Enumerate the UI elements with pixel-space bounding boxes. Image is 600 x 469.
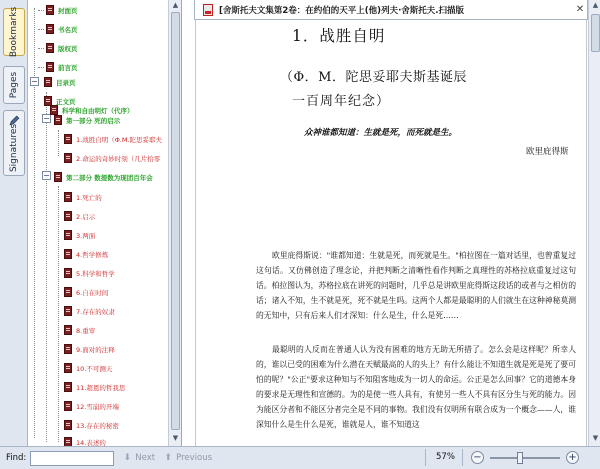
bookmark-item[interactable] [38,38,78,58]
bookmark-label: 2.启示 [76,212,96,221]
bookmark-item[interactable] [38,0,78,20]
bookmark-item[interactable] [64,225,95,245]
zoom-in-button[interactable]: + [566,451,579,464]
zoom-level[interactable]: 57% [436,452,455,462]
bookmark-label: 正文页 [56,97,76,106]
bookmark-item[interactable] [64,244,108,264]
bookmark-label: 第一部分 死的启示 [66,116,121,125]
bookmark-icon [46,43,54,53]
bookmark-icon [64,192,72,202]
bookmark-label: 2.命运的奇妙时刻（几片拾零 [76,154,161,163]
bookmark-item[interactable] [64,320,95,340]
bookmark-item[interactable] [64,358,112,378]
body-paragraph: 欧里庇得斯说："谁都知道：生就是死，而死就是生。"柏拉图在一篇对话里，也曾重复过这句话。又仿佛创造了理念论，并把判断之清晰性看作判断之真理性的苏格拉底重复过这句话。柏拉图认为，苏格拉底在讲死的问题时，几乎总是讲欧里庇得斯这段话的或者与之相仿的话；诸入不知，生不就是死，死不就是生吗。这两个人都是最聪明的人们就生在这种神秘莫测的无知中，只有后来人们才深知：什么是生，什么是死…… [256,251,576,320]
collapse-toggle[interactable]: − [31,77,38,86]
bookmark-item[interactable] [64,301,115,321]
document-scrollbar[interactable] [588,0,600,446]
zoom-out-button[interactable]: − [471,451,484,464]
tab-signatures[interactable] [3,110,25,176]
bookmark-label: 1.死亡的 [76,193,102,202]
bookmark-label: 11.超恩的哲我思 [76,383,126,392]
bookmark-label: 1.战胜自明（Φ.M.陀思妥耶夫 [76,135,163,144]
bookmark-label: 9.面对的注释 [76,345,115,354]
find-label: Find: [6,453,27,463]
epigraph: 众神谁都知道：生就是死，而死就是生。 [304,128,458,138]
bookmark-label: 13.存在的秘密 [76,421,119,430]
bookmark-label: 封面页 [58,6,78,15]
collapse-toggle[interactable]: − [43,171,50,180]
bookmark-item[interactable] [64,263,115,283]
bookmark-item[interactable] [64,396,119,416]
scrollbar-thumb[interactable] [591,14,600,52]
bookmark-label: 7.存在的奴隶 [76,307,115,316]
bookmark-item[interactable] [64,129,162,149]
find-next-button[interactable] [122,453,155,463]
bookmark-label: 前言页 [58,63,78,72]
bookmark-icon [46,5,54,15]
bookmark-item[interactable] [38,19,78,39]
bookmark-icon [64,306,72,316]
chapter-subtitle: （Φ．M．陀思妥耶夫斯基诞辰 [280,70,467,85]
bookmark-icon [46,24,54,34]
document-area [181,0,600,446]
bookmark-icon [64,268,72,278]
bookmark-label: 版权页 [58,44,78,53]
bookmark-label: 科学和自由明灯（代序） [62,106,134,115]
find-next-label: Next [135,453,156,463]
tab-bookmarks[interactable] [3,8,25,56]
bookmark-icon [44,77,52,87]
bookmark-icon [64,325,72,335]
find-previous-button[interactable] [163,453,212,463]
bookmark-label: 10.不可测天 [76,364,113,373]
tree-line [58,130,59,156]
bookmark-item[interactable] [64,187,102,207]
bookmark-icon [54,115,62,125]
tab-pages[interactable] [3,66,25,104]
bookmarks-scrollbar[interactable] [168,0,181,446]
bookmark-icon [64,344,72,354]
bookmark-label: 6.自在时间 [76,288,109,297]
bookmark-item[interactable] [54,167,153,187]
chapter-title: 1．战胜自明 [292,27,386,45]
bookmark-item[interactable] [64,377,125,397]
bookmark-icon [64,420,72,430]
bookmark-label: 12.雪崩的开端 [76,402,119,411]
arrow-up-icon: ⬆ [164,453,172,463]
bookmark-item[interactable] [64,148,160,168]
collapse-toggle[interactable]: − [43,114,50,123]
bookmark-icon [64,211,72,221]
find-toolbar [0,446,600,469]
arrow-down-icon: ⬇ [123,453,132,463]
bookmark-label: 8.重审 [76,326,96,335]
find-input[interactable] [30,451,114,466]
bookmark-icon [64,153,72,163]
bookmark-item[interactable] [64,339,115,359]
body-paragraph: 最聪明的人反而在普通人认为没有困难的地方无助无所措了。怎么会是这样呢？所幸人的，谁以已受的困难为什么潜在天赋最高的人的头上？有什么能让不知道生就是死是死了要可怕的呢？"公正"要求这种知与不知阻客地成为一切人的命运。公正是怎么回事？它的道德本身的要求是无理性和宣德的。为的是使一些人具有，有使另一些人不具有区分生与死的能力。因为能区分者和不能区分者完全是不同的事物。我们没有仅明所有联合成为一个概念——人，谁深知什么是生什么是死，谁就是人，谁不知道这 [256,345,576,429]
bookmark-icon [54,172,62,182]
scrollbar-thumb[interactable] [171,12,180,430]
bookmarks-panel [28,0,168,446]
bookmark-icon [64,363,72,373]
bookmark-label: 目录页 [56,78,76,87]
scroll-up-icon[interactable]: ▲ [172,1,179,9]
epigraph-author: 欧里庇得斯 [526,147,569,157]
bookmark-label: 14.表述的 [76,438,106,446]
pdf-file-icon [203,4,213,16]
bookmark-icon [64,401,72,411]
scroll-up-icon[interactable]: ▲ [592,1,599,9]
document-tab-title: [舍斯托夫文集第2卷：在约伯的天平上(他)列夫·舍斯托夫.扫描版 [219,5,465,16]
pdf-page [195,20,587,446]
bookmark-icon [64,287,72,297]
bookmark-icon [64,249,72,259]
bookmark-item[interactable] [64,206,95,226]
bookmark-icon [64,382,72,392]
tree-line [34,8,35,438]
bookmark-label: 书名页 [58,25,78,34]
bookmark-label: 第二部分 数提数为现团百年会 [66,173,153,182]
side-tab-strip [0,0,28,446]
tree-line [58,186,59,442]
bookmark-label: 4.哲学修炼 [76,250,109,259]
bookmark-icon [64,437,72,446]
scroll-down-icon[interactable]: ▼ [592,434,599,442]
tree-line [46,92,47,442]
zoom-slider-track[interactable] [490,457,560,459]
bookmark-item[interactable] [54,110,120,130]
bookmark-label: 3.两面 [76,231,96,240]
find-previous-label: Previous [176,453,213,463]
document-tab[interactable] [194,0,588,20]
bookmark-icon [46,62,54,72]
close-icon[interactable]: ✕ [575,4,585,15]
bookmark-icon [64,134,72,144]
bookmark-item[interactable] [64,282,108,302]
scroll-down-icon[interactable]: ▼ [172,434,179,442]
bookmark-label: 5.科学和哲学 [76,269,115,278]
zoom-slider-thumb[interactable] [517,452,523,464]
bookmark-item[interactable] [44,72,76,92]
tab-bookmarks-label: Bookmarks [9,6,19,58]
chapter-subtitle: 一百周年纪念） [292,94,391,109]
tab-pages-label: Pages [9,71,19,99]
tab-signatures-label: Signatures [9,124,19,173]
bookmark-icon [64,230,72,240]
bookmark-item[interactable] [64,432,106,446]
